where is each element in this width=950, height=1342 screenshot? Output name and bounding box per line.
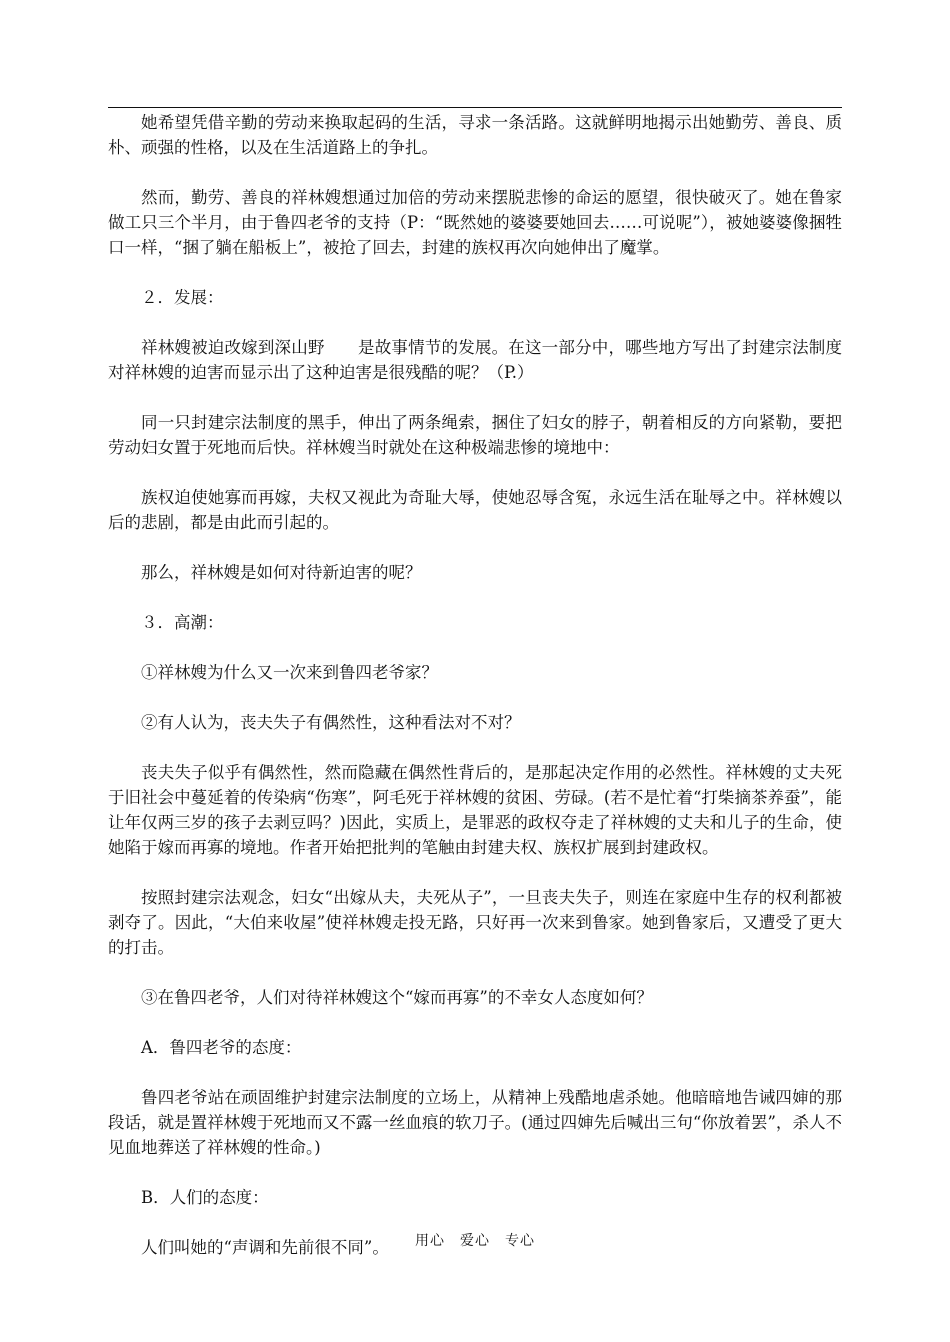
- subheading-b: B．人们的态度：: [141, 1188, 269, 1207]
- header-rule: [108, 107, 842, 108]
- section-heading-development: ２．发展：: [141, 288, 224, 307]
- subheading-a: A．鲁四老爷的态度：: [141, 1038, 302, 1057]
- document-body: [108, 110, 842, 1285]
- paragraph-6: 那么，祥林嫂是如何对待新迫害的呢？: [141, 563, 422, 582]
- paragraph-2: 然而，勤劳、善良的祥林嫂想通过加倍的劳动来摆脱悲惨的命运的愿望，很快破灭了。她在鲁家做工只三个半月，由于鲁四老爷的支持（P：“既然她的婆婆要她回去……可说呢”），被她婆婆像捆牲口一样，“捆了躺在船板上”，被抢了回去，封建的族权再次向她伸出了魔掌。: [108, 188, 842, 257]
- paragraph-4: 同一只封建宗法制度的黑手，伸出了两条绳索，捆住了妇女的脖子，朝着相反的方向紧勒，要把劳动妇女置于死地而后快。祥林嫂当时就处在这种极端悲惨的境地中：: [108, 413, 842, 457]
- paragraph-7: 丧夫失子似乎有偶然性，然而隐藏在偶然性背后的，是那起决定作用的必然性。祥林嫂的丈夫死于旧社会中蔓延着的传染病“伤寒”，阿毛死于祥林嫂的贫困、劳碌。(若不是忙着“打柴摘茶养蚕”，能让年仅两三岁的孩子去剥豆吗？)因此，实质上，是罪恶的政权夺走了祥林嫂的丈夫和儿子的生命，使她陷于嫁而再寡的境地。作者开始把批判的笔触由封建夫权、族权扩展到封建政权。: [108, 763, 842, 857]
- paragraph-5: 族权迫使她寡而再嫁，夫权又视此为奇耻大辱，使她忍辱含冤，永远生活在耻辱之中。祥林嫂以后的悲剧，都是由此而引起的。: [108, 488, 842, 532]
- paragraph-9: 鲁四老爷站在顽固维护封建宗法制度的立场上，从精神上残酷地虐杀她。他暗暗地告诫四婶的那段话，就是置祥林嫂于死地而又不露一丝血痕的软刀子。(通过四婶先后喊出三句“你放着罢”，杀人不见血地葬送了祥林嫂的性命。): [108, 1088, 842, 1157]
- page-footer: 用心 爱心 专心: [415, 1233, 535, 1249]
- question-2: ②有人认为，丧夫失子有偶然性，这种看法对不对？: [141, 713, 521, 732]
- paragraph-8: 按照封建宗法观念，妇女“出嫁从夫，夫死从子”，一旦丧夫失子，则连在家庭中生存的权利都被剥夺了。因此，“大伯来收屋”使祥林嫂走投无路，只好再一次来到鲁家。她到鲁家后，又遭受了更大的打击。: [108, 888, 842, 957]
- paragraph-3: 祥林嫂被迫改嫁到深山野 是故事情节的发展。在这一部分中，哪些地方写出了封建宗法制度对祥林嫂的迫害而显示出了这种迫害是很残酷的呢？（P.）: [108, 338, 842, 382]
- section-heading-climax: ３．高潮：: [141, 613, 224, 632]
- question-3: ③在鲁四老爷，人们对待祥林嫂这个“嫁而再寡”的不幸女人态度如何？: [141, 988, 653, 1007]
- paragraph-1: 她希望凭借辛勤的劳动来换取起码的生活，寻求一条活路。这就鲜明地揭示出她勤劳、善良、质朴、顽强的性格，以及在生活道路上的争扎。: [108, 113, 842, 157]
- paragraph-10: 人们叫她的“声调和先前很不同”。: [141, 1238, 389, 1257]
- question-1: ①祥林嫂为什么又一次来到鲁四老爷家？: [141, 663, 438, 682]
